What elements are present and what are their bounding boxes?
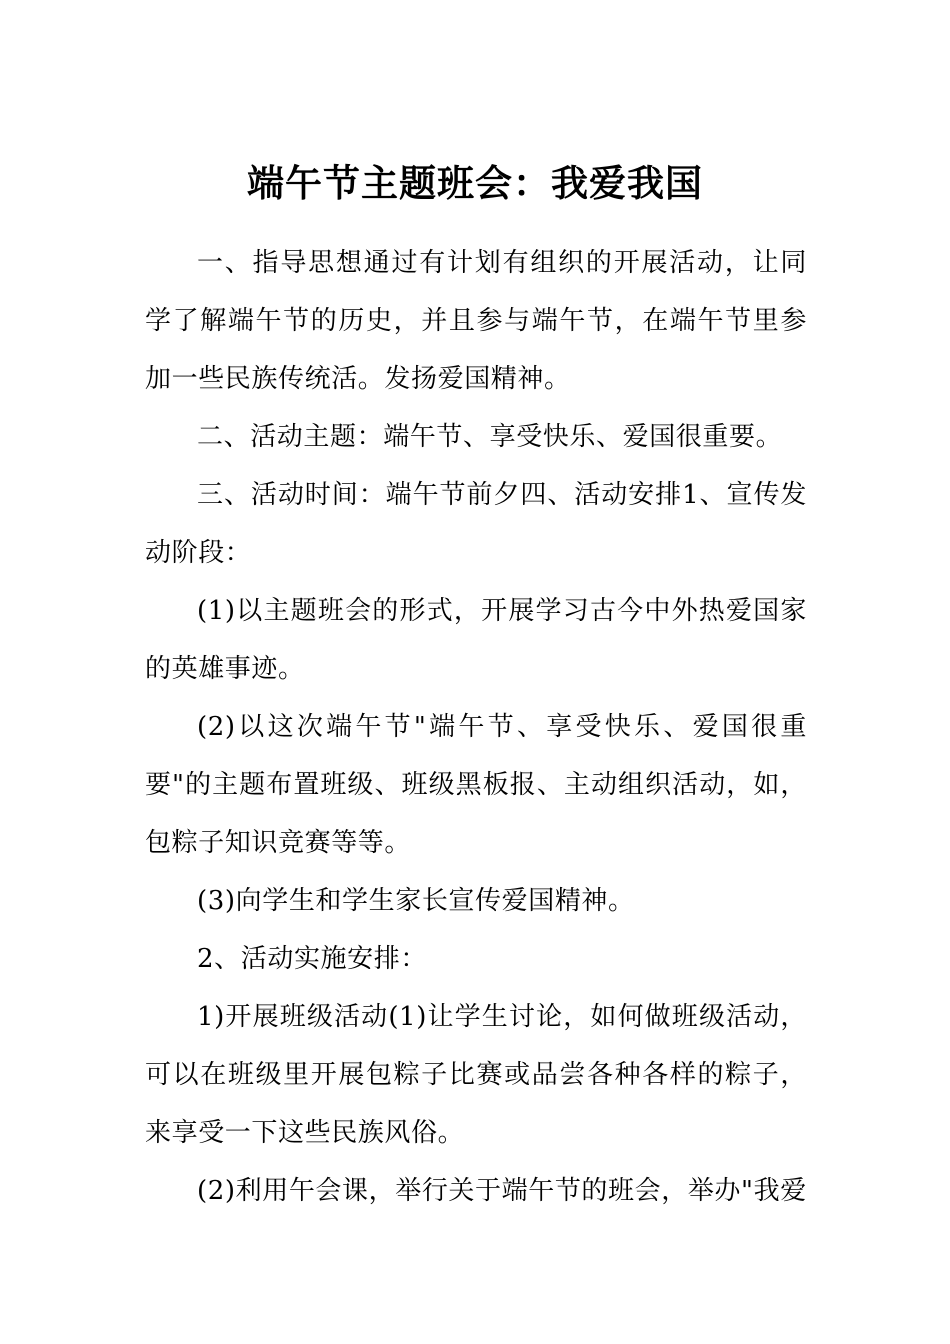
paragraph-activity-theme: 二、活动主题：端午节、享受快乐、爱国很重要。 — [197, 422, 783, 452]
paragraph-guiding-idea: 一、指导思想通过有计划有组织的开展活动，让同学了解端午节的历史，并且参与端午节，在端午节里参加一些民族传统活。发扬爱国精神。 — [145, 248, 807, 394]
paragraph-noon-class: (2)利用午会课，举行关于端午节的班会，举办"我爱 — [197, 1176, 807, 1206]
paragraph-item-2: (2)以这次端午节"端午节、享受快乐、爱国很重要"的主题布置班级、班级黑板报、主动组织活动，如，包粽子知识竞赛等等。 — [145, 712, 807, 858]
paragraph-item-1: (1)以主题班会的形式，开展学习古今中外热爱国家的英雄事迹。 — [145, 596, 807, 684]
document-body — [145, 234, 807, 1220]
paragraph-activity-time: 三、活动时间：端午节前夕四、活动安排1、宣传发动阶段： — [145, 480, 807, 568]
document-title: 端午节主题班会：我爱我国 — [247, 161, 703, 205]
paragraph-item-3: (3)向学生和学生家长宣传爱国精神。 — [197, 886, 635, 916]
paragraph-class-activity: 1)开展班级活动(1)让学生讨论，如何做班级活动，可以在班级里开展包粽子比赛或品尝各种各样的粽子，来享受一下这些民族风俗。 — [145, 1002, 807, 1148]
paragraph-implementation-heading: 2、活动实施安排： — [197, 944, 427, 974]
